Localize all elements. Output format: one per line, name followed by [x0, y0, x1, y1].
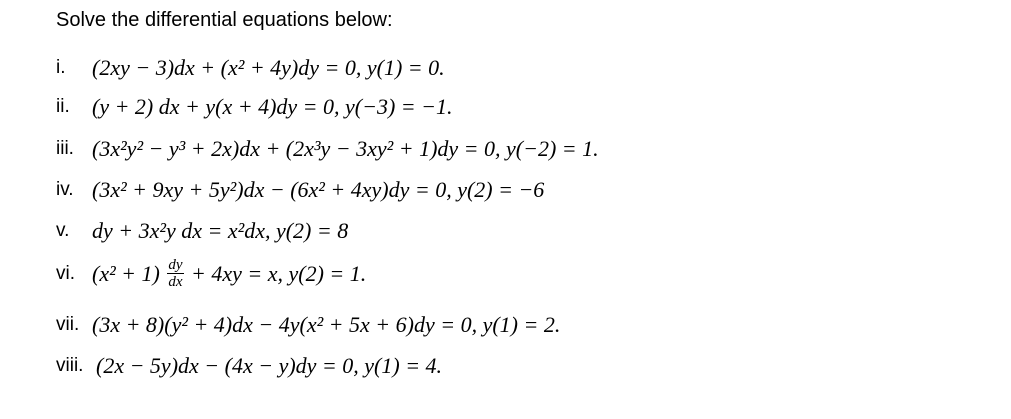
- problem-equation: (3x² + 9xy + 5y²)dx − (6x² + 4xy)dy = 0, y(2) = −6: [92, 177, 545, 202]
- problem-numeral: vi.: [56, 263, 75, 284]
- problem-equation: (2xy − 3)dx + (x² + 4y)dy = 0, y(1) = 0.: [92, 55, 445, 80]
- problem-equation: (y + 2) dx + y(x + 4)dy = 0, y(−3) = −1.: [92, 94, 453, 119]
- equation-suffix: + 4xy = x, y(2) = 1.: [191, 261, 367, 286]
- problem-numeral: ii.: [56, 96, 70, 117]
- fraction-denominator: dx: [168, 274, 183, 291]
- problem-numeral: v.: [56, 220, 70, 241]
- derivative-fraction: [167, 258, 183, 289]
- problem-numeral: vii.: [56, 314, 80, 335]
- problem-equation: (2x − 5y)dx − (4x − y)dy = 0, y(1) = 4.: [96, 353, 443, 378]
- worksheet-heading: Solve the differential equations below:: [56, 9, 393, 31]
- problem-numeral: i.: [56, 57, 66, 78]
- fraction-numerator: dy: [168, 257, 183, 274]
- equation-prefix: (x² + 1): [92, 261, 160, 286]
- problem-numeral: viii.: [56, 355, 84, 376]
- problem-equation: (3x²y² − y³ + 2x)dx + (2x³y − 3xy² + 1)dy = 0, y(−2) = 1.: [92, 136, 599, 161]
- problem-equation: [92, 259, 366, 291]
- problem-equation: (3x + 8)(y² + 4)dx − 4y(x² + 5x + 6)dy = 0, y(1) = 2.: [92, 312, 561, 337]
- problem-numeral: iii.: [56, 138, 74, 159]
- problem-equation: dy + 3x²y dx = x²dx, y(2) = 8: [92, 218, 349, 243]
- problem-numeral: iv.: [56, 179, 74, 200]
